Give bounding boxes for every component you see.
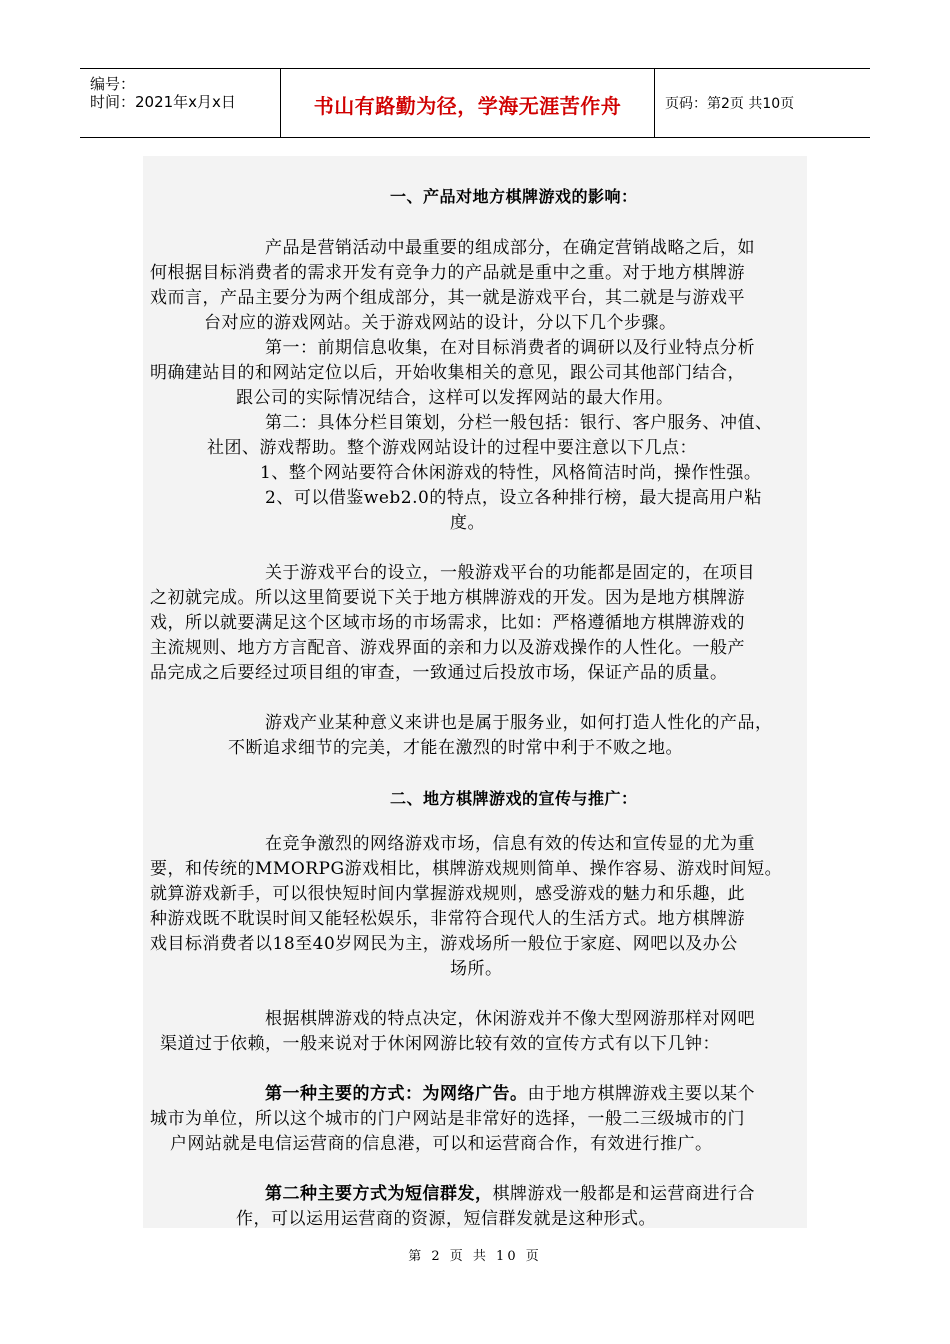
- paragraph-line: 戏，所以就要满足这个区域市场的市场需求，比如：严格遵循地方棋牌游戏的: [150, 613, 745, 633]
- section-heading-1: 一、产品对地方棋牌游戏的影响：: [390, 187, 638, 206]
- list-item: 2、可以借鉴web2.0的特点，设立各种排行榜，最大提高用户粘: [265, 488, 762, 508]
- paragraph-line: 在竞争激烈的网络游戏市场，信息有效的传达和宣传显的尤为重: [265, 834, 755, 854]
- header-motto: 书山有路勤为径，学海无涯苦作舟: [313, 94, 622, 118]
- paragraph-line: 城市为单位，所以这个城市的门户网站是非常好的选择，一般二三级城市的门: [150, 1109, 745, 1129]
- paragraph-line: 台对应的游戏网站。关于游戏网站的设计，分以下几个步骤。: [204, 313, 677, 333]
- document-header: [80, 68, 870, 138]
- paragraph-line: 社团、游戏帮助。整个游戏网站设计的过程中要注意以下几点：: [207, 438, 697, 458]
- paragraph-line: [265, 1182, 929, 1207]
- paragraph-text: 由于地方棋牌游戏主要以某个: [527, 1084, 755, 1104]
- paragraph-line: 何根据目标消费者的需求开发有竞争力的产品就是重中之重。对于地方棋牌游: [150, 263, 745, 283]
- paragraph-line: 游戏产业某种意义来讲也是属于服务业，如何打造人性化的产品，: [265, 713, 773, 733]
- paragraph-line: 明确建站目的和网站定位以后，开始收集相关的意见，跟公司其他部门结合，: [150, 363, 745, 383]
- paragraph-line: 第一：前期信息收集，在对目标消费者的调研以及行业特点分析: [265, 338, 755, 358]
- paragraph-line: 之初就完成。所以这里简要说下关于地方棋牌游戏的开发。因为是地方棋牌游: [150, 588, 745, 608]
- paragraph-line: 就算游戏新手，可以很快短时间内掌握游戏规则，感受游戏的魅力和乐趣，此: [150, 884, 745, 904]
- bold-lead-text: 第二种主要方式为短信群发，: [265, 1184, 493, 1204]
- paragraph-line: 关于游戏平台的设立，一般游戏平台的功能都是固定的，在项目: [265, 563, 755, 583]
- paragraph-line: 不断追求细节的完美，才能在激烈的时常中利于不败之地。: [228, 738, 683, 758]
- paragraph-line: 户网站就是电信运营商的信息港，可以和运营商合作，有效进行推广。: [170, 1134, 713, 1154]
- paragraph-line: 渠道过于依赖，一般来说对于休闲网游比较有效的宣传方式有以下几钟：: [160, 1034, 720, 1054]
- paragraph-line: 戏而言，产品主要分为两个组成部分，其一就是游戏平台，其二就是与游戏平: [150, 288, 745, 308]
- paragraph-line: 跟公司的实际情况结合，这样可以发挥网站的最大作用。: [236, 388, 674, 408]
- paragraph-line: 产品是营销活动中最重要的组成部分，在确定营销战略之后，如: [265, 238, 755, 258]
- paragraph-line: 戏目标消费者以18至40岁网民为主，游戏场所一般位于家庭、网吧以及办公: [150, 934, 738, 954]
- page-footer: 第 2 页 共 10 页: [408, 1249, 542, 1264]
- bold-lead-text: 第一种主要的方式：为网络广告。: [265, 1084, 528, 1104]
- paragraph-line: 品完成之后要经过项目组的审查，一致通过后投放市场，保证产品的质量。: [150, 663, 728, 683]
- paragraph-line: 主流规则、地方方言配音、游戏界面的亲和力以及游戏操作的人性化。一般产: [150, 638, 745, 658]
- paragraph-text: 棋牌游戏一般都是和运营商进行合: [492, 1184, 755, 1204]
- paragraph-line: 第二：具体分栏目策划，分栏一般包括：银行、客户服务、冲值、: [265, 413, 773, 433]
- paragraph-line: 作，可以运用运营商的资源，短信群发就是这种形式。: [236, 1209, 656, 1229]
- paragraph-line: 根据棋牌游戏的特点决定，休闲游戏并不像大型网游那样对网吧: [265, 1009, 755, 1029]
- document-time-label: 时间：2021年x月x日: [90, 93, 236, 111]
- document-number-label: 编号：: [90, 75, 136, 93]
- header-info-cell: [80, 69, 281, 137]
- list-item: 1、整个网站要符合休闲游戏的特性，风格简洁时尚，操作性强。: [260, 463, 762, 483]
- paragraph-line: [265, 1082, 929, 1107]
- header-motto-cell: [281, 69, 655, 137]
- section-heading-2: 二、地方棋牌游戏的宣传与推广：: [390, 789, 638, 808]
- list-item-continuation: 度。: [450, 513, 485, 533]
- paragraph-line: 场所。: [450, 959, 503, 979]
- paragraph-line: 种游戏既不耽误时间又能轻松娱乐，非常符合现代人的生活方式。地方棋牌游: [150, 909, 745, 929]
- paragraph-line: 要，和传统的MMORPG游戏相比，棋牌游戏规则简单、操作容易、游戏时间短。: [150, 859, 783, 879]
- header-page-cell: [655, 69, 870, 137]
- header-page-number: 页码：第2页 共10页: [665, 96, 795, 112]
